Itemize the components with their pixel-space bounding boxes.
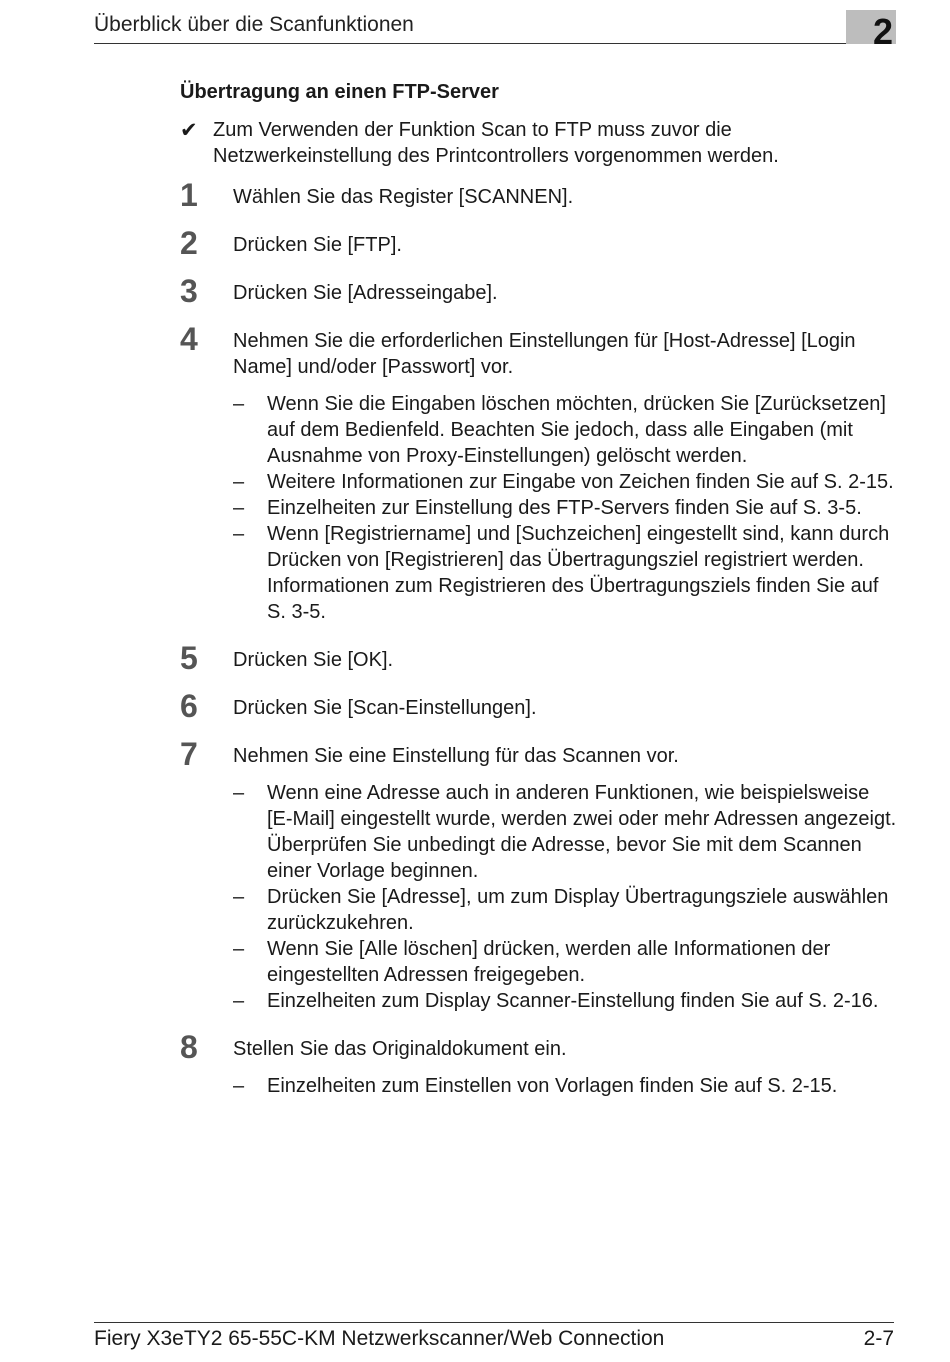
checkmark-icon: ✔ — [180, 118, 198, 142]
dash-bullet: – — [233, 990, 245, 1012]
sub-item — [233, 884, 900, 936]
sub-item — [233, 521, 900, 625]
dash-bullet: – — [233, 523, 245, 545]
sub-item-text: Einzelheiten zum Einstellen von Vorlagen finden Sie auf S. 2-15. — [267, 1075, 838, 1097]
step-item — [180, 225, 900, 261]
sub-item — [233, 469, 900, 495]
prerequisite-text: Zum Verwenden der Funktion Scan to FTP muss zuvor die Netzwerkeinstellung des Printcontrollers vorgenommen werden. — [213, 119, 779, 167]
step-item — [180, 321, 900, 625]
sub-item-text: Wenn Sie [Alle löschen] drücken, werden alle Informationen der eingestellten Adressen freigegeben. — [267, 938, 831, 986]
step-number: 6 — [180, 688, 198, 724]
footer-title: Fiery X3eTY2 65-55C-KM Netzwerkscanner/Web Connection — [94, 1327, 665, 1350]
step-number: 7 — [180, 736, 198, 772]
sub-item-text: Einzelheiten zur Einstellung des FTP-Servers finden Sie auf S. 3-5. — [267, 497, 862, 519]
step-text: Drücken Sie [OK]. — [233, 649, 394, 671]
step-number: 2 — [180, 225, 198, 261]
sub-item — [233, 1073, 900, 1099]
step-text: Drücken Sie [FTP]. — [233, 234, 402, 256]
footer-divider — [94, 1322, 894, 1323]
step-text: Drücken Sie [Scan-Einstellungen]. — [233, 697, 537, 719]
dash-bullet: – — [233, 1075, 245, 1097]
sub-item-list — [233, 1073, 900, 1099]
prerequisite-note — [180, 117, 880, 169]
step-text: Drücken Sie [Adresseingabe]. — [233, 282, 498, 304]
step-item — [180, 688, 900, 724]
dash-bullet: – — [233, 497, 245, 519]
step-item — [180, 177, 900, 213]
step-item — [180, 273, 900, 309]
step-item — [180, 736, 900, 1014]
sub-item-text: Einzelheiten zum Display Scanner-Einstellung finden Sie auf S. 2-16. — [267, 990, 879, 1012]
section-heading: Übertragung an einen FTP-Server — [180, 81, 499, 103]
page-header-title: Überblick über die Scanfunktionen — [94, 13, 414, 36]
sub-item-list — [233, 780, 900, 1014]
step-number: 8 — [180, 1029, 198, 1065]
dash-bullet: – — [233, 393, 245, 415]
step-text: Wählen Sie das Register [SCANNEN]. — [233, 186, 574, 208]
dash-bullet: – — [233, 938, 245, 960]
sub-item-text: Wenn Sie die Eingaben löschen möchten, drücken Sie [Zurücksetzen] auf dem Bedienfeld. Beachten Sie jedoch, dass alle Eingaben (mit Ausnahme von Proxy-Einstellungen) gelöscht werden. — [267, 393, 886, 467]
chapter-number: 2 — [872, 11, 893, 52]
step-text: Nehmen Sie eine Einstellung für das Scannen vor. — [233, 745, 679, 767]
dash-bullet: – — [233, 471, 245, 493]
step-number: 4 — [180, 321, 198, 357]
sub-item — [233, 495, 900, 521]
step-number: 3 — [180, 273, 198, 309]
step-text: Stellen Sie das Originaldokument ein. — [233, 1038, 567, 1060]
dash-bullet: – — [233, 782, 245, 804]
sub-item — [233, 988, 900, 1014]
sub-item-text: Drücken Sie [Adresse], um zum Display Übertragungsziele auswählen zurückzukehren. — [267, 886, 889, 934]
sub-item — [233, 391, 900, 469]
step-number: 5 — [180, 640, 198, 676]
sub-item-text: Wenn [Registriername] und [Suchzeichen] eingestellt sind, kann durch Drücken von [Registrieren] das Übertragungsziel registriert werden. Informationen zum Registrieren des Übertragungsziels finden Sie auf S. 3-5. — [267, 523, 890, 623]
sub-item — [233, 780, 900, 884]
sub-item-text: Wenn eine Adresse auch in anderen Funktionen, wie beispielsweise [E-Mail] eingestellt wurde, werden zwei oder mehr Adressen angezeigt. Überprüfen Sie unbedingt die Adresse, bevor Sie mit dem Scannen einer Vorlage beginnen. — [267, 782, 897, 882]
step-list — [180, 177, 900, 1121]
step-number: 1 — [180, 177, 198, 213]
sub-item-text: Weitere Informationen zur Eingabe von Zeichen finden Sie auf S. 2-15. — [267, 471, 894, 493]
header-divider — [94, 43, 894, 44]
dash-bullet: – — [233, 886, 245, 908]
step-item — [180, 640, 900, 676]
chapter-tab — [846, 10, 896, 52]
page-number: 2-7 — [863, 1327, 894, 1350]
step-item — [180, 1029, 900, 1099]
step-text: Nehmen Sie die erforderlichen Einstellungen für [Host-Adresse] [Login Name] und/oder [Passwort] vor. — [233, 330, 856, 378]
sub-item-list — [233, 391, 900, 625]
sub-item — [233, 936, 900, 988]
